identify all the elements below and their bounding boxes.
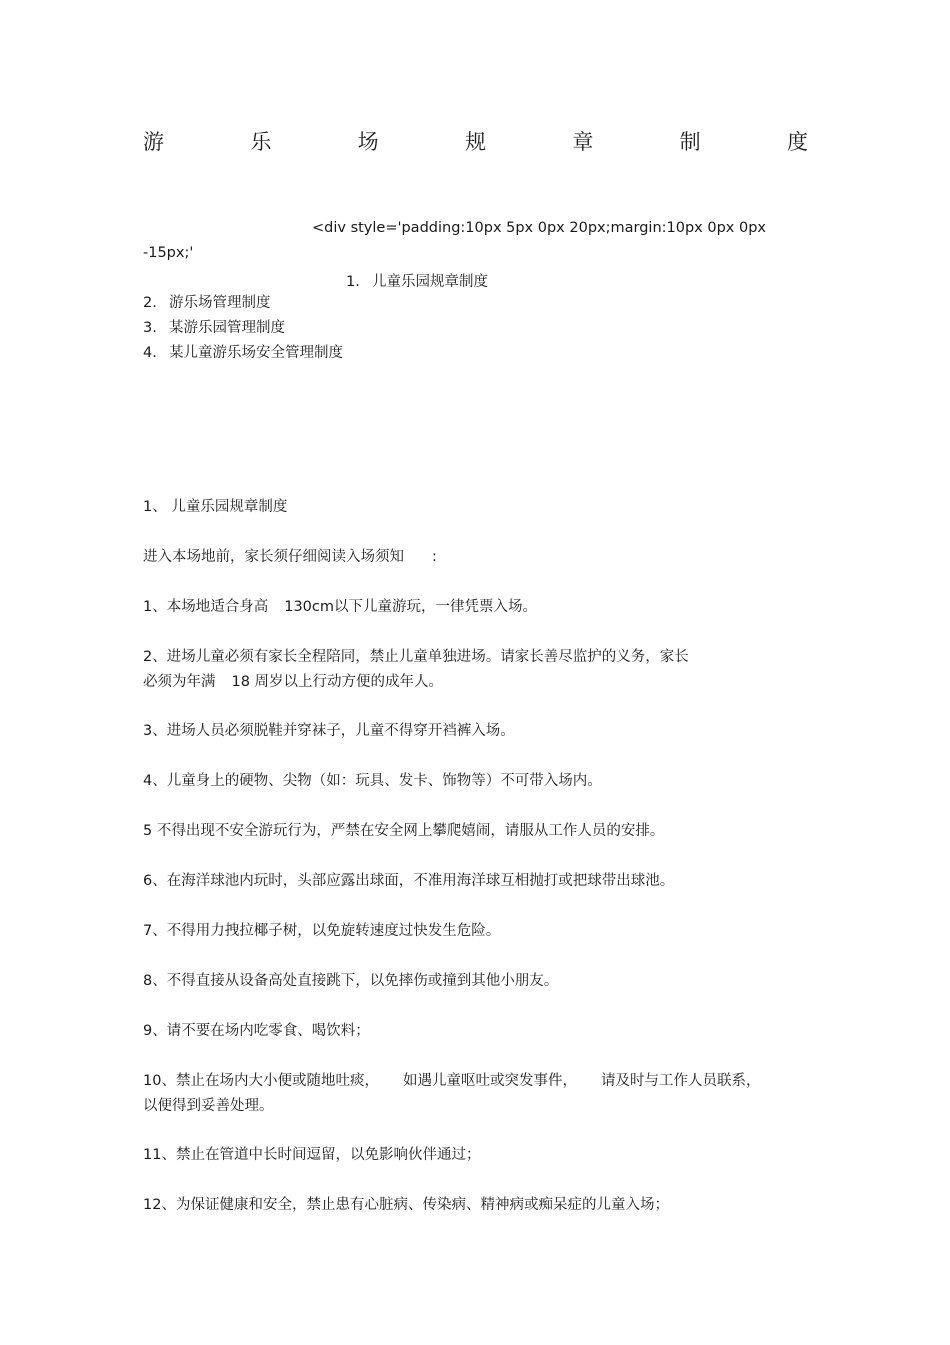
stray-code-line: -15px;' bbox=[143, 245, 194, 261]
rule-12: 12、为保证健康和安全，禁止患有心脏病、传染病、精神病或痴呆症的儿童入场； bbox=[143, 1197, 669, 1213]
toc-item-label: 游乐场管理制度 bbox=[169, 295, 271, 311]
rule-9: 9、请不要在场内吃零食、喝饮料； bbox=[143, 1023, 370, 1039]
stray-code-line: <div style='padding:10px 5px 0px 20px;margin:10px 0px 0px bbox=[312, 220, 766, 236]
title-char: 游 bbox=[143, 130, 164, 154]
rule-5: 5 不得出现不安全游玩行为，严禁在安全网上攀爬嬉闹，请服从工作人员的安排。 bbox=[143, 823, 665, 839]
intro-paragraph bbox=[143, 545, 803, 566]
rule-2-line-1: 2、进场儿童必须有家长全程陪同，禁止儿童单独进场。请家长善尽监护的义务，家长 bbox=[143, 649, 689, 665]
toc-item bbox=[143, 295, 343, 320]
rule-4: 4、儿童身上的硬物、尖物（如：玩具、发卡、饰物等）不可带入场内。 bbox=[143, 773, 602, 789]
toc-item bbox=[143, 345, 343, 370]
title-char: 场 bbox=[357, 130, 379, 154]
toc-item bbox=[143, 320, 343, 345]
rule-text: 10、禁止在场内大小便或随地吐痰， bbox=[143, 1073, 379, 1089]
rule-8: 8、不得直接从设备高处直接跳下，以免摔伤或撞到其他小朋友。 bbox=[143, 973, 559, 989]
rule-2-line-2 bbox=[143, 670, 803, 691]
rule-text: 18 周岁以上行动方便的成年人。 bbox=[231, 674, 444, 690]
toc-item-label: 某游乐园管理制度 bbox=[169, 320, 285, 336]
title-char: 制 bbox=[679, 130, 701, 154]
rule-text: 如遇儿童呕吐或突发事件， bbox=[402, 1073, 577, 1089]
toc-item-number: 2. bbox=[143, 295, 157, 311]
rule-text: 1、本场地适合身高 bbox=[143, 599, 269, 615]
rule-6: 6、在海洋球池内玩时，头部应露出球面，不准用海洋球互相抛打或把球带出球池。 bbox=[143, 873, 675, 889]
title-char: 度 bbox=[786, 130, 808, 154]
toc-item-label: 某儿童游乐场安全管理制度 bbox=[169, 345, 343, 361]
toc-item bbox=[346, 270, 488, 291]
title-char: 乐 bbox=[250, 130, 272, 154]
rule-10-line-1 bbox=[143, 1069, 803, 1090]
toc-item-number: 3. bbox=[143, 320, 157, 336]
rule-text: 请及时与工作人员联系， bbox=[600, 1073, 761, 1089]
title-char: 章 bbox=[572, 130, 594, 154]
section-heading: 1、 儿童乐园规章制度 bbox=[143, 499, 288, 515]
rule-1 bbox=[143, 595, 803, 616]
toc-item-number: 1. bbox=[346, 274, 360, 290]
rule-text: 130cm以下儿童游玩，一律凭票入场。 bbox=[284, 599, 538, 615]
toc-item-number: 4. bbox=[143, 345, 157, 361]
title-char: 规 bbox=[464, 130, 486, 154]
toc-item-label: 儿童乐园规章制度 bbox=[372, 274, 488, 290]
rule-11: 11、禁止在管道中长时间逗留，以免影响伙伴通过； bbox=[143, 1147, 481, 1163]
intro-colon: : bbox=[432, 549, 437, 565]
rule-7: 7、不得用力拽拉椰子树，以免旋转速度过快发生危险。 bbox=[143, 923, 501, 939]
rule-10-line-2: 以便得到妥善处理。 bbox=[143, 1098, 274, 1114]
table-of-contents bbox=[143, 295, 343, 370]
intro-text: 进入本场地前，家长须仔细阅读入场须知 bbox=[143, 549, 404, 565]
rule-text: 必须为年满 bbox=[143, 674, 216, 690]
document-title bbox=[143, 126, 808, 156]
rule-3: 3、进场人员必须脱鞋并穿袜子，儿童不得穿开裆裤入场。 bbox=[143, 723, 515, 739]
